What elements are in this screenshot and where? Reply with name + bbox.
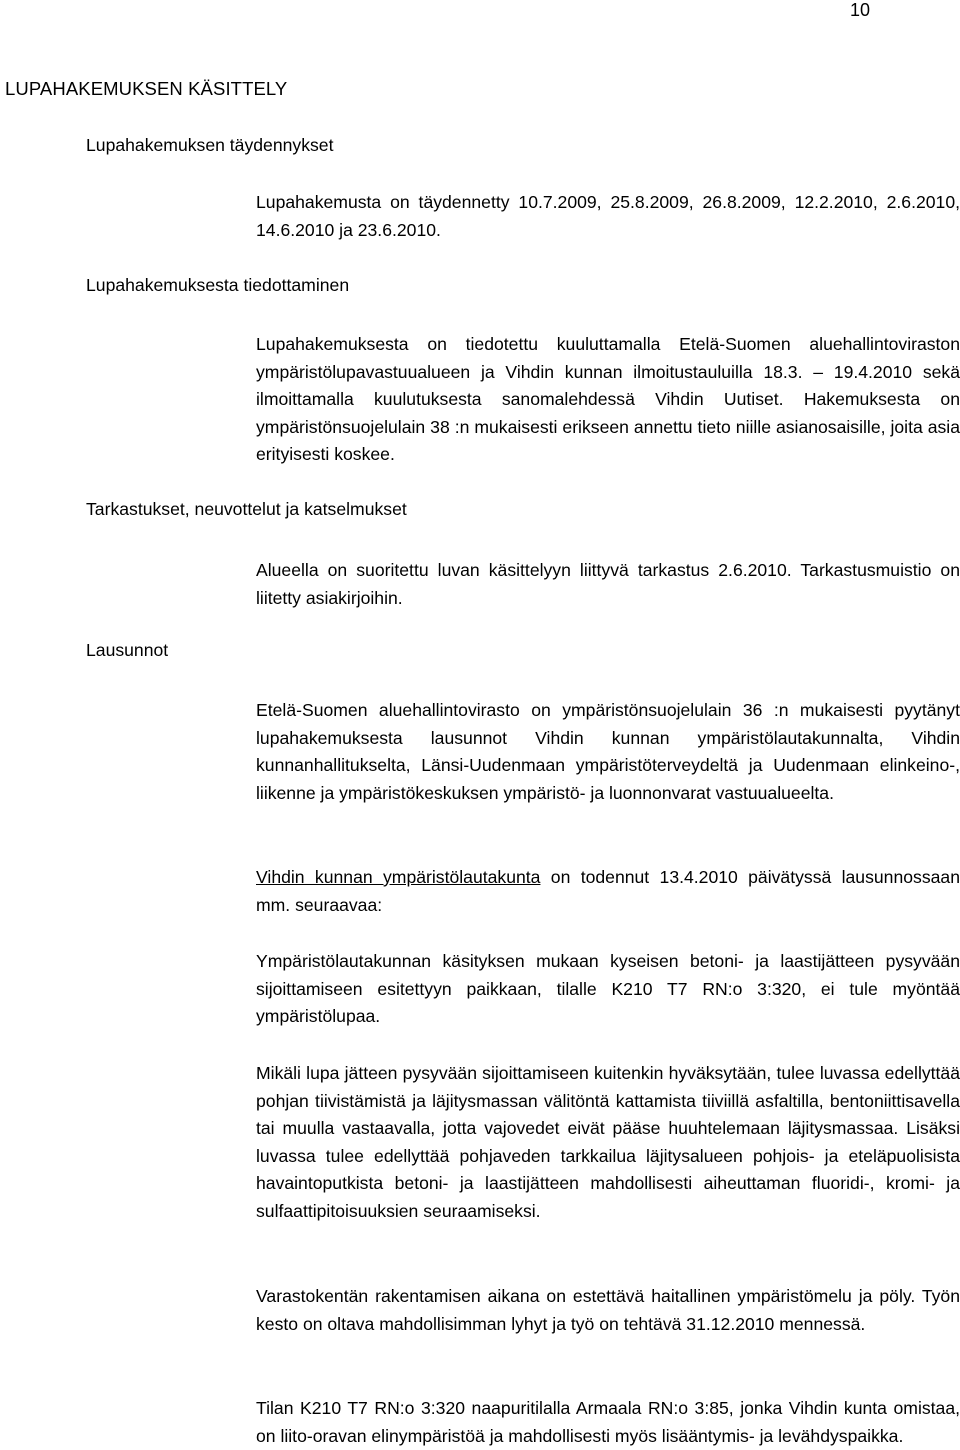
paragraph-tiedottaminen: Lupahakemuksesta on tiedotettu kuuluttamalla Etelä-Suomen aluehallintoviraston ympäristölupavastuualueen ja Vihdin kunnan ilmoitustauluilla 18.3. – 19.4.2010 sekä ilmoittamalla kuulutuksesta sanomalehdessä Vihdin Uutiset. Hakemuksesta on ympäristönsuojelulain 38 :n mukaisesti erikseen annettu tieto niille asianosaisille, joita asia erityisesti koskee. [256,334,960,465]
heading-tiedottaminen: Lupahakemuksesta tiedottaminen [86,275,350,295]
heading-tarkastukset: Tarkastukset, neuvottelut ja katselmukset [86,499,407,519]
paragraph-statement-1: Ympäristölautakunnan käsityksen mukaan kyseisen betoni- ja laastijätteen pysyvään sijoittamiseen esitettyyn paikkaan, tilalle K210 T7 RN:o 3:320, ei tule myöntää ympäristölupaa. [256,951,960,1027]
paragraph-statement-2: Mikäli lupa jätteen pysyvään sijoittamiseen kuitenkin hyväksytään, tulee luvassa edellyttää pohjan tiivistämistä ja läjitysmassan välitöntä kattamista tiiviillä asfaltilla, bentoniittisavella tai muulla vastaavalla, jotta vajovedet eivät pääse huuhtelemaan läjitysmassaa. Lisäksi luvassa tulee edellyttää pohjaveden tarkkailua läjitysalueen pohjois- ja eteläpuolisista havaintoputkista betoni- ja laastijätteen mahdollisesti aiheuttaman fluoridi-, kromi- ja sulfaattipitoisuuksien seuraamiseksi. [256,1063,960,1221]
paragraph-taydennykset: Lupahakemusta on täydennetty 10.7.2009, 25.8.2009, 26.8.2009, 12.2.2010, 2.6.2010, 14.6.2010 ja 23.6.2010. [256,192,960,240]
main-heading: LUPAHAKEMUKSEN KÄSITTELY [5,78,288,99]
paragraph-statement-4: Tilan K210 T7 RN:o 3:320 naapuritilalla Armaala RN:o 3:85, jonka Vihdin kunta omistaa, on liito-oravan elinympäristöä ja mahdollisesti myös lisääntymis- ja levähdyspaikka. [256,1398,960,1446]
statement-subject: Vihdin kunnan ympäristölautakunta [256,867,541,887]
paragraph-tarkastukset: Alueella on suoritettu luvan käsittelyyn liittyvä tarkastus 2.6.2010. Tarkastusmuistio on liitetty asiakirjoihin. [256,560,960,608]
page-number: 10 [850,0,871,20]
paragraph-statement-lead [256,864,960,919]
statement-rest: on todennut 13.4.2010 päivätyssä lausunnossaan mm. seuraavaa: [256,867,960,915]
paragraph-statement-3: Varastokentän rakentamisen aikana on estettävä haitallinen ympäristömelu ja pöly. Työn kesto on oltava mahdollisimman lyhyt ja työ on tehtävä 31.12.2010 mennessä. [256,1286,960,1334]
heading-lausunnot: Lausunnot [86,640,169,660]
heading-taydennykset: Lupahakemuksen täydennykset [86,135,334,155]
paragraph-lausunnot-intro: Etelä-Suomen aluehallintovirasto on ympäristönsuojelulain 36 :n mukaisesti pyytänyt lupahakemuksesta lausunnot Vihdin kunnan ympäristölautakunnalta, Vihdin kunnanhallitukselta, Länsi-Uudenmaan ympäristöterveydeltä ja Uudenmaan elinkeino-, liikenne ja ympäristökeskuksen ympäristö- ja luonnonvarat vastuualueelta. [256,700,960,803]
